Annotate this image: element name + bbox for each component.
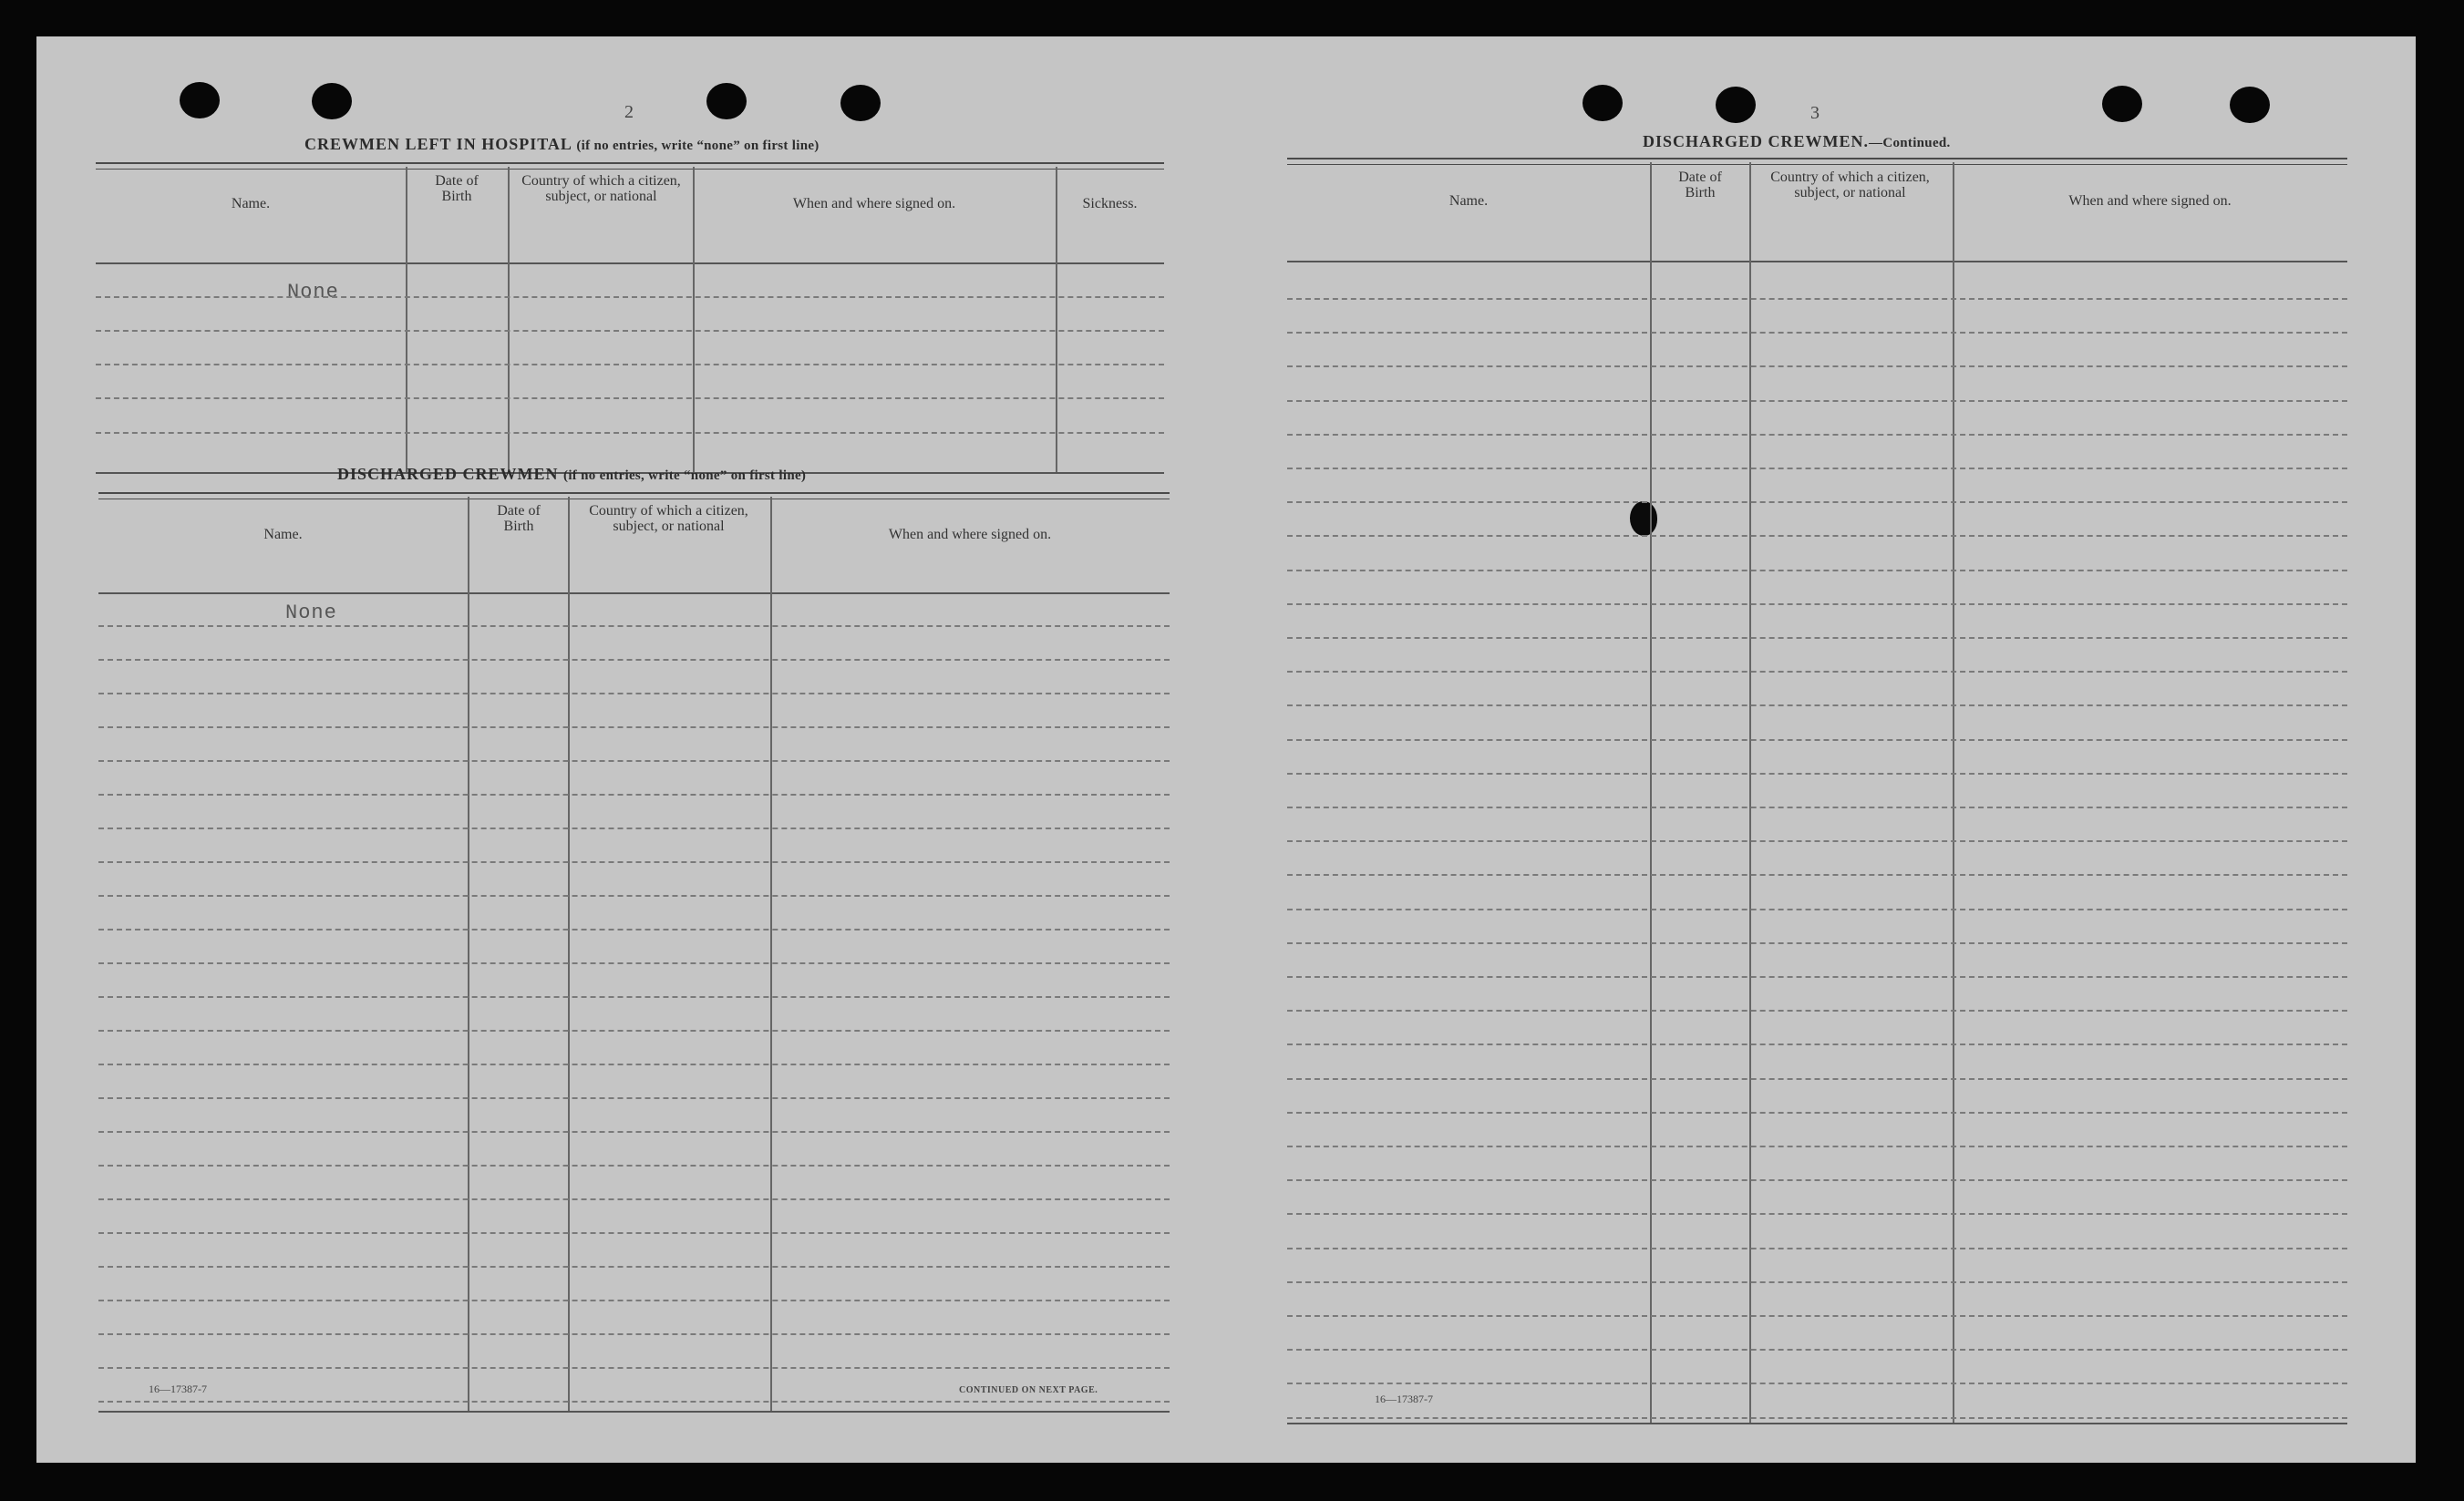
row-line bbox=[98, 996, 1170, 998]
row-line bbox=[1287, 1349, 2347, 1351]
form-code: 16—17387-7 bbox=[1375, 1393, 1433, 1405]
header-name: Name. bbox=[263, 527, 303, 542]
row-line bbox=[98, 1064, 1170, 1065]
row-line bbox=[98, 1333, 1170, 1335]
row-line bbox=[98, 1131, 1170, 1133]
continued-section-title bbox=[1643, 132, 1951, 151]
table-top-rule bbox=[98, 492, 1170, 499]
punch-hole bbox=[2230, 87, 2270, 123]
row-line bbox=[98, 1165, 1170, 1167]
header-date-of-birth: Date of Birth bbox=[497, 503, 541, 534]
row-line bbox=[1287, 468, 2347, 469]
table-bottom-rule bbox=[98, 1411, 1170, 1413]
row-line bbox=[1287, 365, 2347, 367]
row-line bbox=[1287, 332, 2347, 334]
row-line bbox=[1287, 807, 2347, 808]
row-line bbox=[1287, 671, 2347, 673]
header-name: Name. bbox=[231, 196, 271, 211]
row-line bbox=[98, 1232, 1170, 1234]
row-line bbox=[98, 1300, 1170, 1301]
row-line bbox=[96, 296, 1164, 298]
row-line bbox=[98, 760, 1170, 762]
row-line bbox=[1287, 1281, 2347, 1283]
row-line bbox=[1287, 1417, 2347, 1419]
punch-hole bbox=[706, 83, 747, 119]
row-line bbox=[98, 1367, 1170, 1369]
punch-hole bbox=[2102, 86, 2142, 122]
column-divider bbox=[508, 167, 510, 472]
form-code: 16—17387-7 bbox=[149, 1383, 207, 1395]
row-line bbox=[1287, 1112, 2347, 1114]
column-divider bbox=[568, 497, 570, 1411]
row-line bbox=[1287, 1179, 2347, 1181]
row-line bbox=[1287, 1213, 2347, 1215]
row-line bbox=[1287, 739, 2347, 741]
table-top-rule bbox=[96, 162, 1164, 170]
column-divider bbox=[468, 497, 469, 1411]
row-line bbox=[98, 693, 1170, 694]
row-line bbox=[1287, 535, 2347, 537]
discharged-instruction: (if no entries, write “none” on first line) bbox=[563, 468, 807, 483]
hospital-instruction: (if no entries, write “none” on first line) bbox=[576, 139, 820, 153]
punch-hole bbox=[1583, 85, 1623, 121]
punch-hole bbox=[180, 82, 220, 118]
row-line bbox=[1287, 501, 2347, 503]
header-signed-on: When and where signed on. bbox=[2068, 193, 2232, 209]
row-line bbox=[1287, 1248, 2347, 1249]
header-country: Country of which a citizen, subject, or national bbox=[589, 503, 748, 534]
row-line bbox=[96, 397, 1164, 399]
row-line bbox=[98, 1097, 1170, 1099]
row-line bbox=[1287, 840, 2347, 842]
header-name: Name. bbox=[1449, 193, 1489, 209]
row-line bbox=[98, 625, 1170, 627]
header-signed-on: When and where signed on. bbox=[792, 196, 956, 211]
row-line bbox=[98, 828, 1170, 829]
row-line bbox=[98, 861, 1170, 863]
row-line bbox=[1287, 1010, 2347, 1012]
header-sickness: Sickness. bbox=[1082, 196, 1138, 211]
left-page bbox=[36, 36, 1222, 1463]
hospital-title-text: CREWMEN LEFT IN HOSPITAL bbox=[304, 135, 572, 153]
discharged-entry-name: None bbox=[285, 601, 337, 624]
row-line bbox=[98, 1198, 1170, 1200]
page-number: 2 bbox=[624, 102, 634, 122]
row-line bbox=[1287, 1078, 2347, 1080]
column-divider bbox=[1650, 162, 1652, 1423]
punch-hole bbox=[840, 85, 881, 121]
column-divider bbox=[1749, 162, 1751, 1423]
row-line bbox=[96, 432, 1164, 434]
row-line bbox=[1287, 976, 2347, 978]
row-line bbox=[1287, 570, 2347, 571]
row-line bbox=[96, 330, 1164, 332]
row-line bbox=[98, 794, 1170, 796]
row-line bbox=[1287, 1315, 2347, 1317]
header-signed-on: When and where signed on. bbox=[888, 527, 1052, 542]
row-line bbox=[96, 364, 1164, 365]
column-divider bbox=[406, 167, 407, 472]
row-line bbox=[1287, 1044, 2347, 1045]
hospital-table bbox=[96, 162, 1164, 477]
row-line bbox=[1287, 637, 2347, 639]
page-number: 3 bbox=[1810, 103, 1820, 123]
header-date-of-birth: Date of Birth bbox=[1678, 170, 1722, 200]
column-divider bbox=[770, 497, 772, 1411]
row-line bbox=[1287, 942, 2347, 944]
discharged-table bbox=[98, 492, 1170, 1422]
row-line bbox=[1287, 874, 2347, 876]
header-date-of-birth: Date of Birth bbox=[435, 173, 479, 204]
row-line bbox=[1287, 773, 2347, 775]
row-line bbox=[1287, 1146, 2347, 1147]
continued-table bbox=[1287, 158, 2347, 1434]
row-line bbox=[1287, 298, 2347, 300]
row-line bbox=[1287, 1383, 2347, 1384]
row-line bbox=[98, 659, 1170, 661]
table-header-rule bbox=[1287, 261, 2347, 262]
table-header-rule bbox=[96, 262, 1164, 264]
row-line bbox=[98, 895, 1170, 897]
column-divider bbox=[1056, 167, 1057, 472]
row-line bbox=[1287, 434, 2347, 436]
document-sheet bbox=[36, 36, 2416, 1463]
row-line bbox=[98, 1266, 1170, 1268]
punch-hole bbox=[1716, 87, 1756, 123]
table-bottom-rule bbox=[1287, 1423, 2347, 1424]
table-top-rule bbox=[1287, 158, 2347, 165]
hospital-section-title bbox=[304, 135, 820, 154]
row-line bbox=[98, 962, 1170, 964]
row-line bbox=[1287, 704, 2347, 706]
row-line bbox=[98, 1401, 1170, 1403]
row-line bbox=[98, 1030, 1170, 1032]
continued-note: CONTINUED ON NEXT PAGE. bbox=[959, 1385, 1098, 1395]
continued-title-text: DISCHARGED CREWMEN. bbox=[1643, 132, 1870, 150]
column-divider bbox=[1953, 162, 1954, 1423]
row-line bbox=[1287, 909, 2347, 910]
header-country: Country of which a citizen, subject, or national bbox=[521, 173, 681, 204]
punch-hole bbox=[312, 83, 352, 119]
row-line bbox=[1287, 603, 2347, 605]
right-page bbox=[1222, 36, 2416, 1463]
hospital-entry-name: None bbox=[287, 281, 339, 303]
column-divider bbox=[693, 167, 695, 472]
row-line bbox=[98, 726, 1170, 728]
discharged-section-title bbox=[337, 465, 806, 484]
continued-suffix: —Continued. bbox=[1869, 136, 1951, 150]
table-header-rule bbox=[98, 592, 1170, 594]
row-line bbox=[98, 929, 1170, 930]
discharged-title-text: DISCHARGED CREWMEN bbox=[337, 465, 559, 483]
row-line bbox=[1287, 400, 2347, 402]
header-country: Country of which a citizen, subject, or national bbox=[1770, 170, 1930, 200]
